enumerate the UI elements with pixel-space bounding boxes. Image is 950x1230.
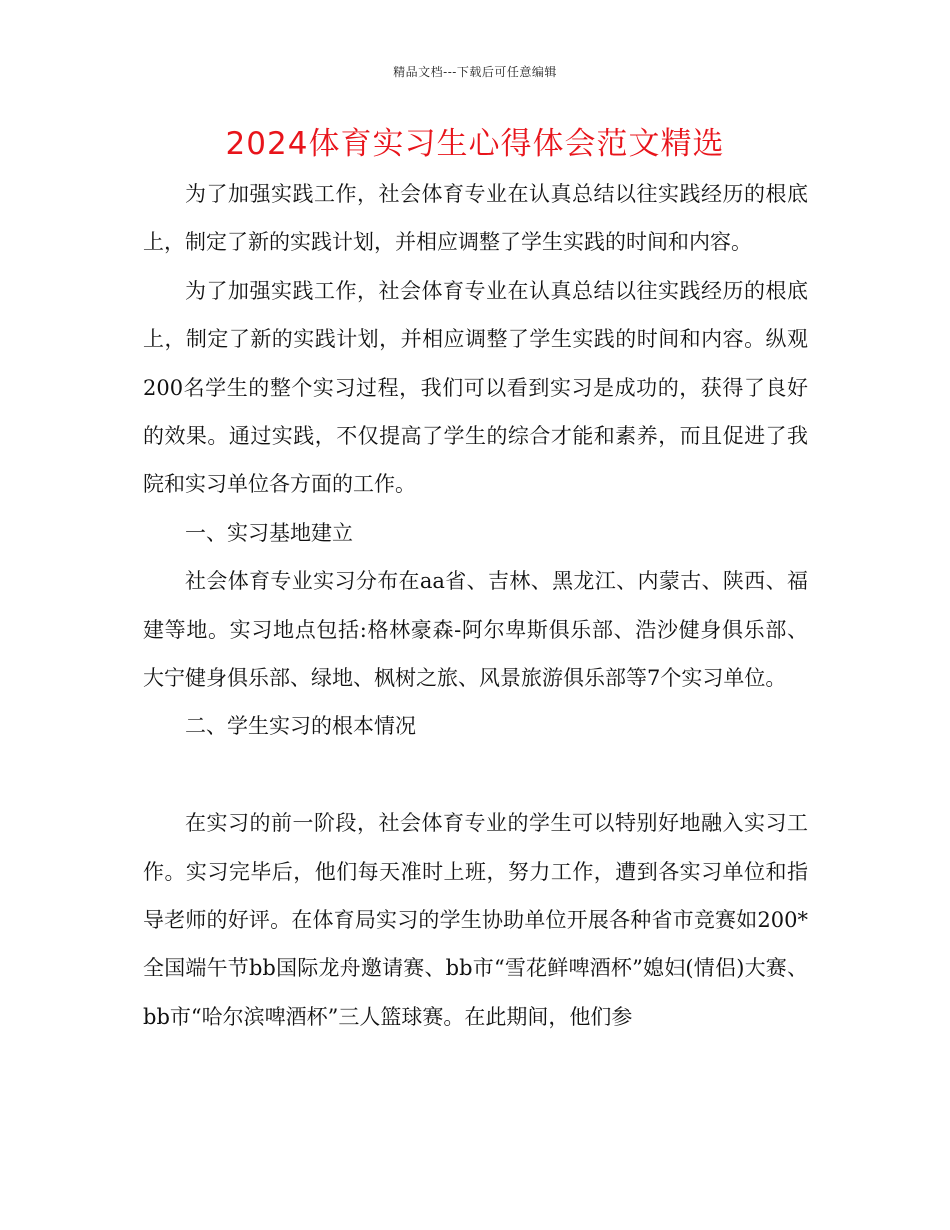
document-title: 2024体育实习生心得体会范文精选: [225, 126, 725, 162]
blank-line: [143, 751, 808, 799]
section-heading-1: 一、实习基地建立: [185, 520, 353, 545]
paragraph-intro: 为了加强实践工作，社会体育专业在认真总结以往实践经历的根底上，制定了新的实践计划，并相应调整了学生实践的时间和内容。: [143, 182, 808, 255]
section-heading-2: 二、学生实习的根本情况: [185, 714, 416, 739]
page-header: 精品文档---下载后可任意编辑: [393, 65, 557, 79]
paragraph-internship: 在实习的前一阶段，社会体育专业的学生可以特别好地融入实习工作。实习完毕后，他们每天准时上班，努力工作，遭到各实习单位和指导老师的好评。在体育局实习的学生协助单位开展各种省市竞赛如200*全国端午节bb国际龙舟邀请赛、bb市“雪花鲜啤酒杯”媳妇(情侣)大赛、bb市“哈尔滨啤酒杯”三人篮球赛。在此期间，他们参: [143, 811, 808, 1029]
paragraph-locations: 社会体育专业实习分布在aa省、吉林、黑龙江、内蒙古、陕西、福建等地。实习地点包括:格林豪森-阿尔卑斯俱乐部、浩沙健身俱乐部、大宁健身俱乐部、绿地、枫树之旅、风景旅游俱乐部等7个实习单位。: [143, 569, 808, 691]
paragraph-overview: 为了加强实践工作，社会体育专业在认真总结以往实践经历的根底上，制定了新的实践计划，并相应调整了学生实践的时间和内容。纵观200名学生的整个实习过程，我们可以看到实习是成功的，获得了良好的效果。通过实践，不仅提高了学生的综合才能和素养，而且促进了我院和实习单位各方面的工作。: [143, 278, 808, 497]
document-body: [143, 170, 808, 1041]
